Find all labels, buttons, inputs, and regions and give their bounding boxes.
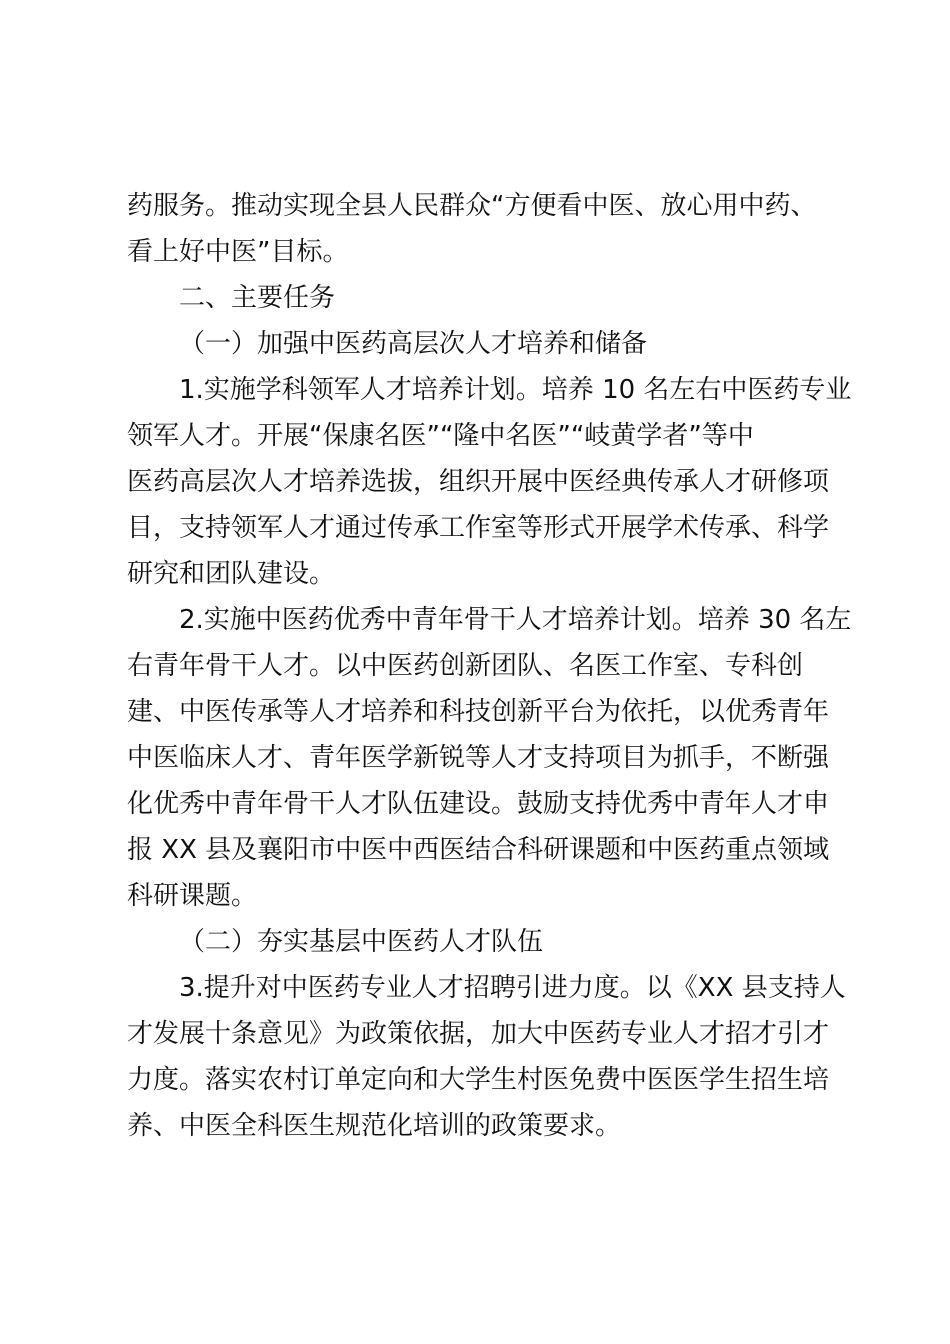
body-text-line: 看上好中医”目标。 [127,237,349,267]
body-text-line: 药服务。推动实现全县人民群众“方便看中医、放心用中药、 [127,191,817,221]
body-text-line: 科研课题。 [127,881,258,911]
body-text-line: 建、中医传承等人才培养和科技创新平台为依托，以优秀青年 [127,697,830,727]
body-text-line: 目，支持领军人才通过传承工作室等形式开展学术传承、科学 [127,513,830,543]
paragraph-first-line: 2.实施中医药优秀中青年骨干人才培养计划。培养 30 名左 [179,605,852,635]
body-text-line: 医药高层次人才培养选拔，组织开展中医经典传承人才研修项 [127,467,830,497]
body-text-line: 才发展十条意见》为政策依据，加大中医药专业人才招才引才 [127,1019,830,1049]
body-text-line: 化优秀中青年骨干人才队伍建设。鼓励支持优秀中青年人才申 [127,789,830,819]
subsection-heading: （一）加强中医药高层次人才培养和储备 [179,329,648,359]
body-text-line: 养、中医全科医生规范化培训的政策要求。 [127,1111,622,1141]
body-text-line: 研究和团队建设。 [127,559,336,589]
body-text-line: 领军人才。开展“保康名医”“隆中名医”“岐黄学者”等中 [127,421,754,451]
paragraph-first-line: 3.提升对中医药专业人才招聘引进力度。以《XX 县支持人 [179,973,846,1003]
section-heading: 二、主要任务 [179,283,336,313]
document-body [127,183,852,1149]
body-text-line: 力度。落实农村订单定向和大学生村医免费中医医学生招生培 [127,1065,830,1095]
body-text-line: 右青年骨干人才。以中医药创新团队、名医工作室、专科创 [127,651,804,681]
paragraph-first-line: 1.实施学科领军人才培养计划。培养 10 名左右中医药专业 [179,375,852,405]
subsection-heading: （二）夯实基层中医药人才队伍 [179,927,544,957]
body-text-line: 报 XX 县及襄阳市中医中西医结合科研课题和中医药重点领域 [127,835,830,865]
body-text-line: 中医临床人才、青年医学新锐等人才支持项目为抓手，不断强 [127,743,830,773]
